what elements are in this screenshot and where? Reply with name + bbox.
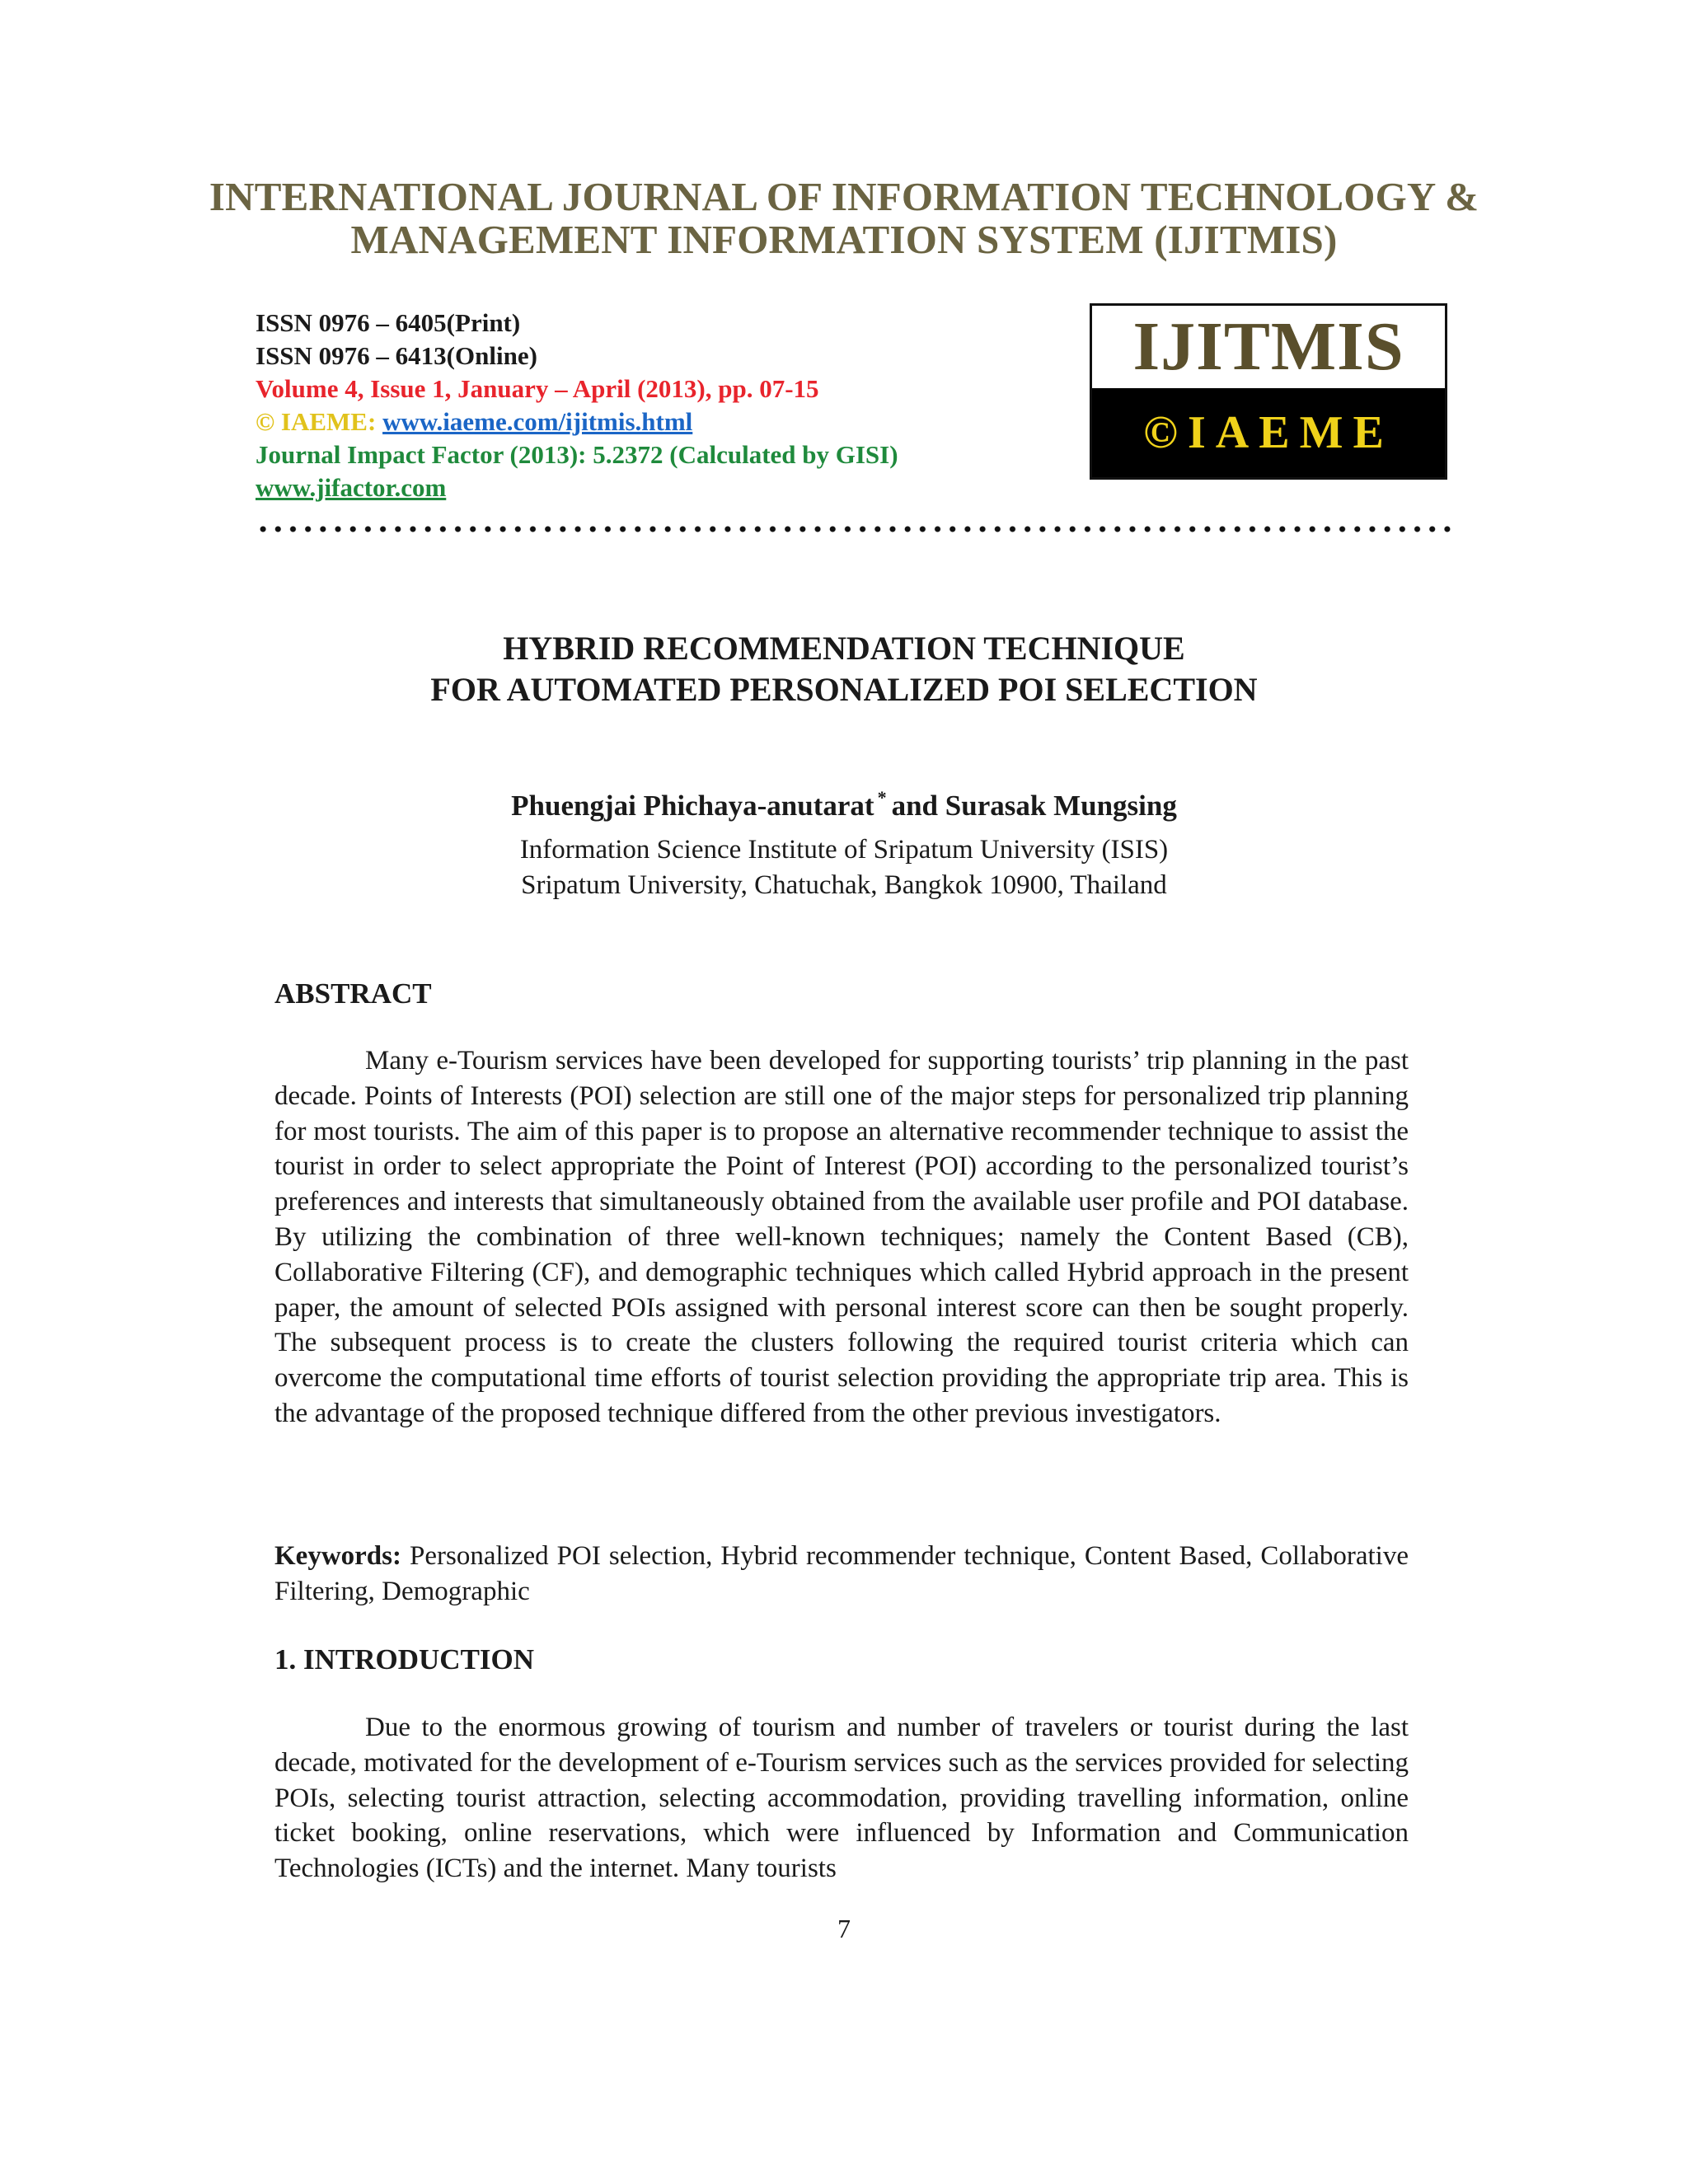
iaeme-link[interactable]: www.iaeme.com/ijitmis.html xyxy=(382,407,693,436)
keywords-label: Keywords: xyxy=(274,1541,401,1571)
journal-title-line-1: INTERNATIONAL JOURNAL OF INFORMATION TECHNOLOGY & xyxy=(209,174,1479,219)
volume-info: Volume 4, Issue 1, January – April (2013), pp. 07-15 xyxy=(256,374,819,403)
abstract-heading: ABSTRACT xyxy=(274,977,432,1010)
paper-title-line-1: HYBRID RECOMMENDATION TECHNIQUE xyxy=(503,630,1185,667)
iaeme-copyright: © IAEME xyxy=(256,407,368,436)
journal-logo xyxy=(1090,303,1447,480)
paper-title xyxy=(0,628,1688,710)
affiliation-line-1: Information Science Institute of Sripatum University (ISIS) xyxy=(519,835,1169,865)
jifactor-link[interactable]: www.jifactor.com xyxy=(256,473,447,502)
journal-title xyxy=(0,176,1688,261)
keywords-text: Personalized POI selection, Hybrid recommender technique, Content Based, Collaborative Filtering, Demographic xyxy=(274,1541,1409,1606)
introduction-text: Due to the enormous growing of tourism and number of travelers or tourist during the last decade, motivated for the development of e-Tourism services such as the services provided for selecting POIs, selecting tourist attraction, selecting accommodation, providing travelling information, online ticket booking, online reservations, which were influenced by Information and Communication Technologies (ICTs) and the internet. Many tourists xyxy=(274,1713,1409,1884)
issn-print: ISSN 0976 – 6405(Print) xyxy=(256,308,521,337)
iaeme-colon: : xyxy=(367,407,383,436)
abstract-text: Many e-Tourism services have been developed for supporting tourists’ trip planning in the past decade. Points of Interests (POI) selection are still one of the major steps for personalized trip planning for most tourists. The aim of this paper is to propose an alternative recommender technique to assist the tourist in order to select appropriate the Point of Interest (POI) according to the personalized tourist’s preferences and interests that simultaneously obtained from the available user profile and POI database. By utilizing the combination of three well-known techniques; namely the Content Based (CB), Collaborative Filtering (CF), and demographic techniques which called Hybrid approach in the present paper, the amount of selected POIs assigned with personal interest score can then be sought properly. The subsequent process is to create the clusters following the required tourist criteria which can overcome the computational time efforts of tourist selection providing the appropriate trip area. This is the advantage of the proposed technique differed from the other previous investigators. xyxy=(274,1046,1409,1428)
dotted-divider xyxy=(256,526,1457,532)
corresponding-author-mark: * xyxy=(877,787,887,808)
author-line xyxy=(0,780,1688,824)
journal-title-line-2: MANAGEMENT INFORMATION SYSTEM (IJITMIS) xyxy=(350,217,1338,262)
affiliation xyxy=(0,832,1688,903)
author-2: and Surasak Mungsing xyxy=(891,790,1177,822)
keywords xyxy=(274,1539,1409,1610)
impact-factor: Journal Impact Factor (2013): 5.2372 (Calculated by GISI) xyxy=(256,440,898,469)
issn-block xyxy=(256,307,898,504)
logo-publisher: ©IAEME xyxy=(1092,388,1445,477)
introduction-heading: 1. INTRODUCTION xyxy=(274,1643,535,1675)
affiliation-line-2: Sripatum University, Chatuchak, Bangkok 10900, Thailand xyxy=(521,870,1167,900)
iaeme-line xyxy=(256,405,898,438)
logo-title: IJITMIS xyxy=(1132,308,1404,385)
issn-online: ISSN 0976 – 6413(Online) xyxy=(256,341,537,370)
author-1: Phuengjai Phichaya-anutarat xyxy=(511,790,874,822)
page-number: 7 xyxy=(837,1914,851,1943)
paper-title-line-2: FOR AUTOMATED PERSONALIZED POI SELECTION xyxy=(430,671,1258,708)
